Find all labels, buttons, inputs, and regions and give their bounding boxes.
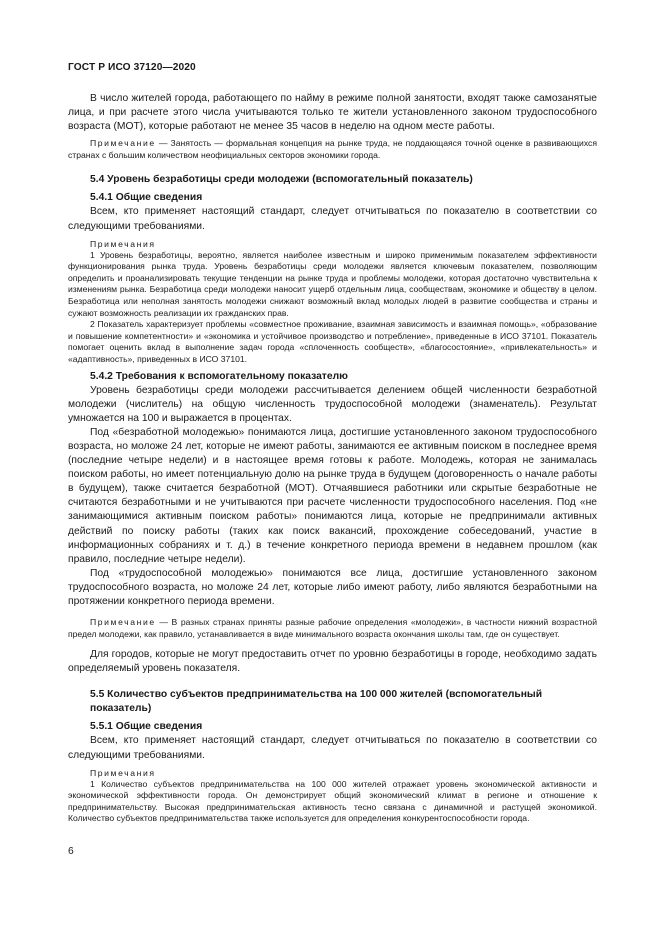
section-5-5-1-heading: 5.5.1 Общие сведения <box>90 721 203 733</box>
section-5-4-1-heading: 5.4.1 Общие сведения <box>90 192 203 204</box>
section-5-4-2-paragraph-2: Под «безработной молодежью» понимаются лица, достигшие установленного законом трудоспособного возраста, но моложе 24 лет, которые не имеют работы, занимаются ее активным поиском в последнее время (последние четыре недели) и в настоящее время готовы к работе. Молодежь, которая не занималась поиском работы, но имеет потенциальную долю на рынке труда в будущем (договоренность о начале работы в будущем), также считается безработной (МОТ). Отчаявшиеся работники или скрытые безработные не считаются безработными и не учитываются при расчете численности трудоспособного населения. Под «не занимающимися активным поиском работы» понимаются лица, которые не предпринимали активных действий по поиску работы (таких как поиск вакансий, прохождение собеседований, участие в информационных собраниях и т. д.) в течение конкретного периода времени в недавнем прошлом (как правило, последние четыре недели). <box>68 426 597 565</box>
intro-note <box>68 138 597 161</box>
section-5-5-heading: 5.5 Количество субъектов предпринимательства на 100 000 жителей (вспомогательный показатель) <box>90 689 543 715</box>
section-5-4-note-1: 1 Уровень безработицы, вероятно, является наиболее известным и широко применимым показателем эффективности функционирования рынка труда. Уровень безработицы среди молодежи является ключевым показателем, позволяющим определить и проанализировать текущие тенденции на рынке труда и проблемы молодежи, которая достаточно чувствительна к изменениям рынка. Безработица среди молодежи наносит ущерб отдельным лица, сообществам, экономике и обществу в целом. Безработица или неполная занятость молодежи снижают возможный вклад молодых людей в развитие сообщества и страны и сужают возможность реализации их гражданских прав. <box>68 249 597 318</box>
section-5-4-2-paragraph-1: Уровень безработицы среди молодежи рассчитывается делением общей численности безработной молодежи (числитель) на общую численность трудоспособной молодежи (знаменатель). Результат умножается на 100 и выражается в процентах. <box>68 384 597 424</box>
note-text: — В разных странах приняты разные рабочие определения «молодежи», в частности нижний возрастной предел молодежи, как правило, устанавливается в виде минимального возраста окончания школы там, где он существует. <box>68 617 597 639</box>
intro-paragraph: В число жителей города, работающего по найму в режиме полной занятости, входят также самозанятые лица, и при расчете этого числа учитываются только те жители установленного законом трудоспособного возраста (МОТ), которые работают не менее 35 часов в неделю на одном месте работы. <box>68 93 597 133</box>
section-5-4-2-paragraph-4: Для городов, которые не могут предоставить отчет по уровню безработицы в городе, необходимо задать определяемый уровень показателя. <box>68 649 597 675</box>
note-label: Примечание <box>90 617 156 628</box>
document-code-header: ГОСТ Р ИСО 37120—2020 <box>68 62 196 73</box>
section-5-4-1-text: Всем, кто применяет настоящий стандарт, следует отчитываться по показателю в соответствии со следующими требованиями. <box>68 206 597 232</box>
section-5-4-note-2: 2 Показатель характеризует проблемы «совместное проживание, взаимная зависимость и взаимная помощь», «образование и повышение компетентности» и «экономика и устойчивое производство и потребление», приведенные в ИСО 37101. Показатель помогает оценить вклад в выполнение задач города «сплоченность сообществ», «благосостояние», «привлекательность» и «адаптивность», приведенных в ИСО 37101. <box>68 319 597 364</box>
notes-label: Примечания <box>90 238 156 249</box>
notes-label: Примечания <box>90 767 156 778</box>
section-5-4-2-paragraph-3: Под «трудоспособной молодежью» понимаются все лица, достигшие установленного законом трудоспособного возраста, но моложе 24 лет, которые либо имеют работу, либо являются безработными на протяжении конкретного периода времени. <box>68 567 597 607</box>
page-number: 6 <box>68 846 74 857</box>
note-text: — Занятость — формальная концепция на рынке труда, не поддающаяся точной оценке в развивающихся странах с большим количеством неофициальных секторов экономики города. <box>68 138 597 160</box>
note-label: Примечание <box>90 138 156 149</box>
section-5-4-2-heading: 5.4.2 Требования к вспомогательному показателю <box>90 370 348 382</box>
section-5-4-heading: 5.4 Уровень безработицы среди молодежи (вспомогательный показатель) <box>90 174 473 186</box>
section-5-5-note-1: 1 Количество субъектов предпринимательства на 100 000 жителей отражает уровень экономической активности и экономической эффективности города. Он демонстрирует общий экономический климат в регионе и отношение к предпринимательству. Высокая предпринимательская активность тесно связана с динамичной и растущей экономикой. Количество субъектов предпринимательства также используется для определения конкурентоспособности города. <box>68 778 597 824</box>
document-body <box>68 92 597 825</box>
section-5-5-1-text: Всем, кто применяет настоящий стандарт, следует отчитываться по показателю в соответствии со следующими требованиями. <box>68 735 597 761</box>
section-5-4-2-note <box>68 617 597 640</box>
